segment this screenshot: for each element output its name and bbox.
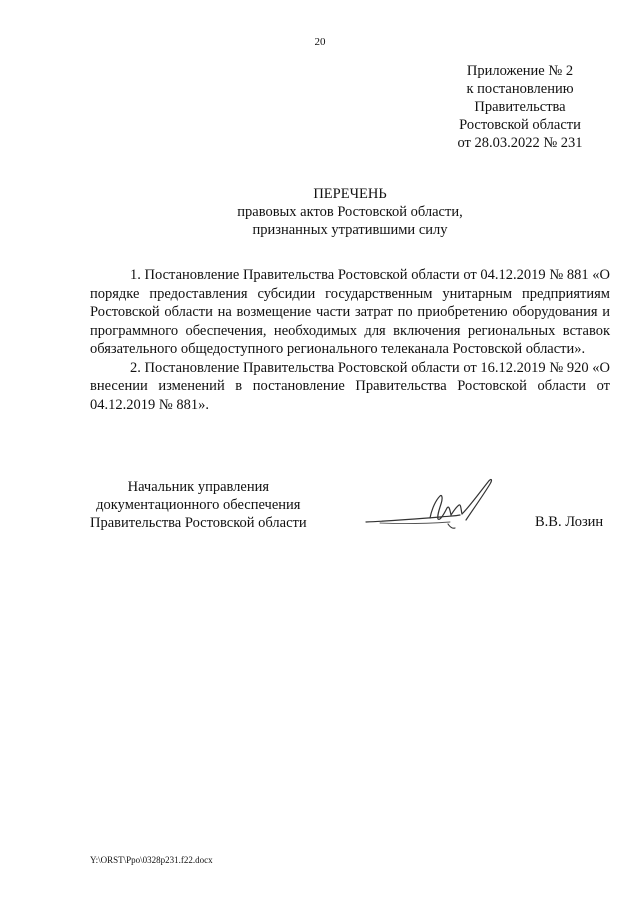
page-number: 20 <box>314 36 326 48</box>
appendix-block <box>430 62 610 152</box>
document-body <box>90 266 610 414</box>
title-heading: ПЕРЕЧЕНЬ <box>313 186 387 202</box>
appendix-line: от 28.03.2022 № 231 <box>457 135 583 151</box>
document-title <box>0 185 640 239</box>
list-item: 1. Постановление Правительства Ростовской области от 04.12.2019 № 881 «О порядке предоставления субсидии государственным унитарным предприятиям Ростовской области на возмещение части затрат по приобретению оборудования и программного обеспечения, необходимых для включения региональных вставок обязательного общедоступного регионального телеканала Ростовской области». <box>90 267 610 357</box>
title-line: правовых актов Ростовской области, <box>237 204 463 220</box>
signatory-name: В.В. Лозин <box>535 514 604 530</box>
position-line: Правительства Ростовской области <box>90 515 307 531</box>
appendix-line: Приложение № 2 <box>466 63 574 79</box>
list-item: 2. Постановление Правительства Ростовской области от 16.12.2019 № 920 «О внесении изменений в постановление Правительства Ростовской области от 04.12.2019 № 881». <box>90 359 610 413</box>
signatory-position <box>90 478 307 532</box>
position-line: документационного обеспечения <box>96 497 301 513</box>
handwritten-signature <box>360 472 510 540</box>
appendix-line: Правительства <box>474 99 566 115</box>
file-path: Y:\ORST\Ppo\0328p231.f22.docx <box>90 855 213 865</box>
appendix-line: Ростовской области <box>459 117 581 133</box>
position-line: Начальник управления <box>127 479 270 495</box>
appendix-line: к постановлению <box>466 81 574 97</box>
title-line: признанных утратившими силу <box>252 222 448 238</box>
